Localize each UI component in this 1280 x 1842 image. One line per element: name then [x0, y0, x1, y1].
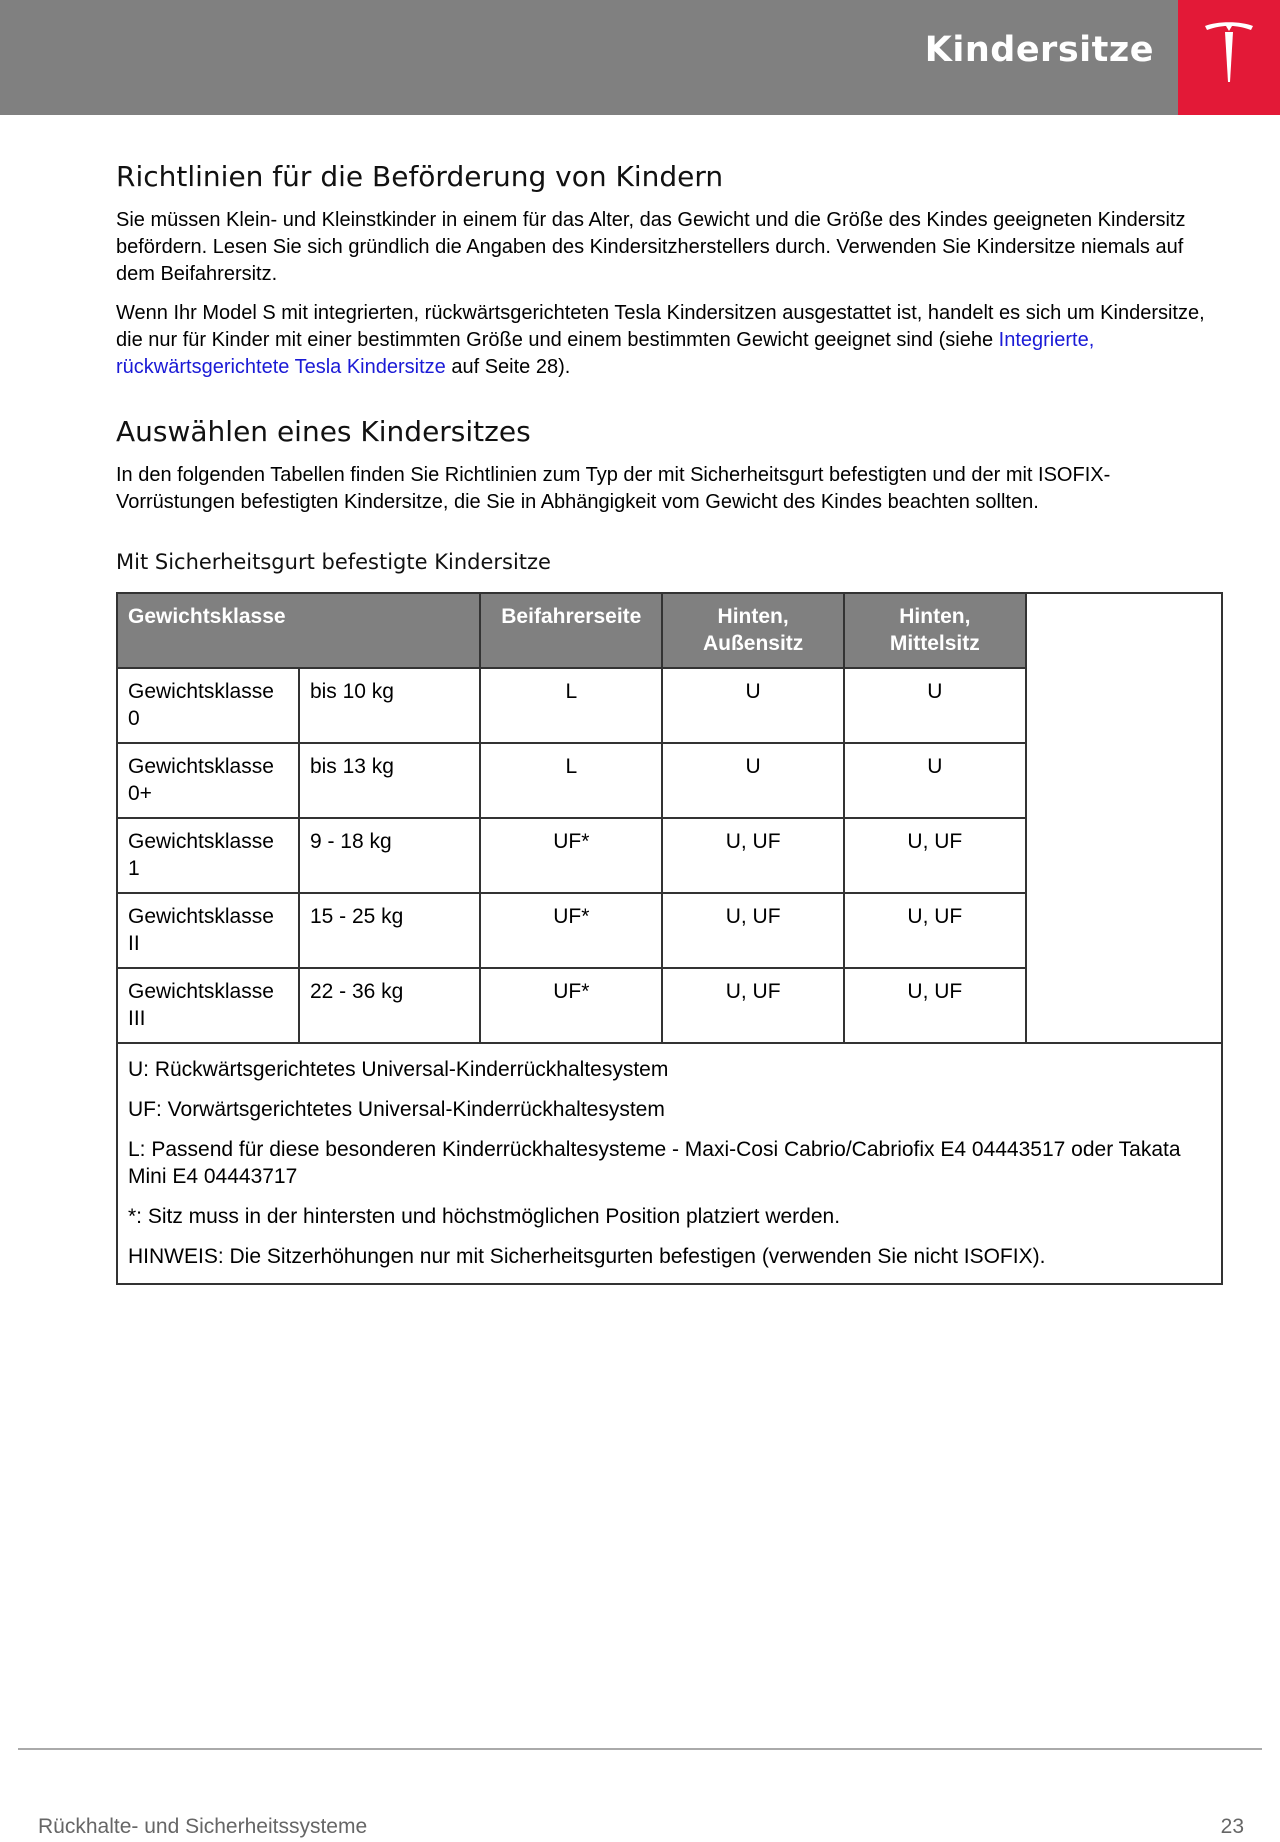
header-passenger-side: Beifahrerseite: [480, 593, 662, 668]
child-seat-table: [116, 592, 1223, 1285]
table-legend-row: [117, 1043, 1222, 1284]
cell-rear-outer: U, UF: [662, 818, 844, 893]
cell-passenger: L: [480, 743, 662, 818]
legend-item: L: Passend für diese besonderen Kinderrückhaltesysteme - Maxi-Cosi Cabrio/Cabriofix E4 04443517 oder Takata Mini E4 04443717: [128, 1138, 1181, 1188]
cell-rear-outer: U: [662, 743, 844, 818]
table-subheading: Mit Sicherheitsgurt befestigte Kindersitze: [116, 550, 551, 574]
paragraph-text: auf Seite 28).: [445, 356, 571, 378]
section-heading-guidelines: Richtlinien für die Beförderung von Kindern: [116, 160, 724, 193]
cell-rear-middle: U, UF: [844, 818, 1026, 893]
header-bar: [0, 0, 1178, 115]
main-content: [116, 160, 1226, 1285]
header-rear-middle: Hinten, Mittelsitz: [844, 593, 1026, 668]
table-header-row: [117, 593, 1222, 668]
paragraph-select: In den folgenden Tabellen finden Sie Richtlinien zum Typ der mit Sicherheitsgurt befestigten und der mit ISOFIX-Vorrüstungen befestigten Kindersitze, die Sie in Abhängigkeit vom Gewicht des Kindes beachten sollten.: [116, 464, 1111, 513]
legend-item: HINWEIS: Die Sitzerhöhungen nur mit Sicherheitsgurten befestigen (verwenden Sie nicht ISOFIX).: [128, 1245, 1046, 1268]
cell-weight: 15 - 25 kg: [299, 893, 480, 968]
cell-class: Gewichtsklasse II: [117, 893, 299, 968]
cell-weight: bis 13 kg: [299, 743, 480, 818]
table-blank-column: [1026, 593, 1222, 1043]
paragraph-guidelines: Sie müssen Klein- und Kleinstkinder in einem für das Alter, das Gewicht und die Größe des Kindes geeigneten Kindersitz befördern. Lesen Sie sich gründlich die Angaben des Kindersitzherstellers durch. Verwenden Sie Kindersitze niemals auf dem Beifahrersitz.: [116, 209, 1186, 285]
legend-item: UF: Vorwärtsgerichtetes Universal-Kinderrückhaltesystem: [128, 1098, 665, 1121]
cell-weight: 22 - 36 kg: [299, 968, 480, 1043]
cell-class: Gewichtsklasse III: [117, 968, 299, 1043]
cell-passenger: UF*: [480, 893, 662, 968]
footer-divider: [18, 1748, 1262, 1750]
cell-passenger: UF*: [480, 818, 662, 893]
cell-weight: bis 10 kg: [299, 668, 480, 743]
tesla-logo-icon: [1203, 20, 1255, 84]
footer-section-title: Rückhalte- und Sicherheitssysteme: [38, 1815, 368, 1838]
cell-weight: 9 - 18 kg: [299, 818, 480, 893]
cell-passenger: UF*: [480, 968, 662, 1043]
cell-rear-middle: U, UF: [844, 893, 1026, 968]
legend-item: *: Sitz muss in der hintersten und höchstmöglichen Position platziert werden.: [128, 1205, 841, 1228]
page-number: 23: [1220, 1815, 1244, 1838]
cell-class: Gewichtsklasse 0: [117, 668, 299, 743]
cell-rear-middle: U: [844, 743, 1026, 818]
cell-rear-outer: U: [662, 668, 844, 743]
legend-item: U: Rückwärtsgerichtetes Universal-Kinderrückhaltesystem: [128, 1058, 669, 1081]
header-rear-outer: Hinten, Außensitz: [662, 593, 844, 668]
cell-passenger: L: [480, 668, 662, 743]
header-weight-class: Gewichtsklasse: [117, 593, 480, 668]
cell-class: Gewichtsklasse 0+: [117, 743, 299, 818]
page-title: Kindersitze: [924, 30, 1154, 70]
cell-rear-outer: U, UF: [662, 968, 844, 1043]
table-legend: [117, 1043, 1222, 1284]
paragraph-integrated-seats: [116, 300, 1226, 381]
cell-rear-outer: U, UF: [662, 893, 844, 968]
cell-rear-middle: U: [844, 668, 1026, 743]
cell-class: Gewichtsklasse 1: [117, 818, 299, 893]
cell-rear-middle: U, UF: [844, 968, 1026, 1043]
paragraph-text: Wenn Ihr Model S mit integrierten, rückwärtsgerichteten Tesla Kindersitzen ausgestattet ist, handelt es sich um Kindersitze, die nur für Kinder mit einer bestimmten Größe und einem bestimmten Gewicht geeignet sind (siehe: [116, 302, 1205, 351]
link-integrated-seats[interactable]: Integrierte, rückwärtsgerichtete Tesla Kindersitze: [116, 329, 1095, 378]
section-heading-select: Auswählen eines Kindersitzes: [116, 415, 531, 448]
tesla-logo: [1178, 0, 1280, 115]
